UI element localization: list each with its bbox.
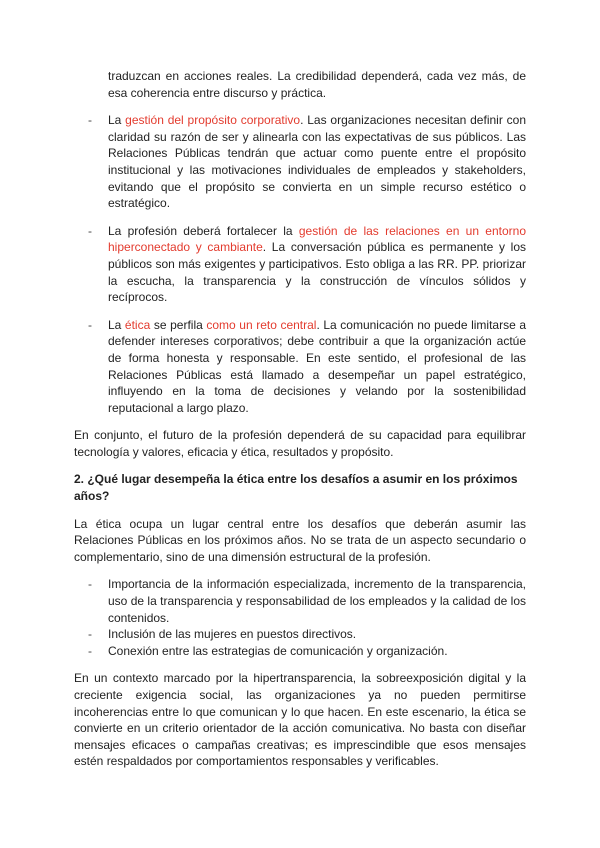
item-text: . La conversación pública es permanente y los públicos son más exigentes y participativos. Esto obliga a las RR. PP. priorizar la escucha, la transparencia y la construcción de vínculos sólidos y recíprocos. [108, 240, 526, 305]
item-text: La profesión deberá fortalecer la [108, 223, 299, 238]
bullet-dash: - [88, 627, 92, 642]
item-text: La [108, 317, 125, 332]
list-item [74, 576, 526, 626]
continuation-paragraph: traduzcan en acciones reales. La credibilidad dependerá, cada vez más, de esa coherencia entre discurso y práctica. [108, 69, 526, 100]
highlight-relations: gestión de las relaciones en un entorno hiperconectado y cambiante [108, 223, 526, 255]
list-item-ethics [74, 317, 526, 417]
item-text: Importancia de la información especializada, incremento de la transparencia, uso de la transparencia y responsabilidad de los empleados y la calidad de los contenidos. [108, 577, 526, 625]
bullet-dash: - [88, 317, 92, 332]
highlight-central-challenge: como un reto central [206, 317, 317, 332]
list-item-purpose [74, 112, 526, 212]
closing-paragraph: En un contexto marcado por la hipertransparencia, la sobreexposición digital y la creciente exigencia social, las organizaciones ya no pueden permitirse incoherencias entre lo que comunican y lo que hacen. En este escenario, la ética se convierte en un criterio orientador de la acción comunicativa. No basta con diseñar mensajes eficaces o campañas creativas; es imprescindible que esos mensajes estén respaldados por comportamientos responsables y verificables. [74, 671, 526, 769]
bullet-dash: - [88, 223, 92, 238]
highlight-purpose: gestión del propósito corporativo [125, 113, 301, 128]
factors-list [74, 576, 526, 659]
item-text: La [108, 113, 126, 128]
item-text: . Las organizaciones necesitan definir con claridad su razón de ser y alinearla con las expectativas de sus públicos. Las Relaciones Públicas tendrán que actuar como puente entre el propósito institucional y las motivaciones individuales de empleados y stakeholders, evitando que el propósito se convierta en un simple recurso estético o estratégico. [108, 113, 526, 211]
summary-paragraph: En conjunto, el futuro de la profesión dependerá de su capacidad para equilibrar tecnología y valores, eficacia y ética, resultados y propósito. [74, 428, 526, 459]
intro-paragraph: La ética ocupa un lugar central entre los desafíos que deberán asumir las Relaciones Públicas en los próximos años. No se trata de un aspecto secundario o complementario, sino de una dimensión estructural de la profesión. [74, 516, 526, 564]
list-item [74, 643, 526, 660]
item-text: se perfila [150, 317, 207, 332]
list-item-relations [74, 223, 526, 306]
bullet-dash: - [88, 577, 92, 592]
document-body [74, 68, 526, 770]
item-text: Conexión entre las estrategias de comunicación y organización. [108, 643, 448, 658]
bullet-dash: - [88, 643, 92, 658]
item-text: Inclusión de las mujeres en puestos directivos. [108, 627, 357, 642]
bullet-dash: - [88, 113, 92, 128]
challenges-list [74, 112, 526, 416]
list-item [74, 626, 526, 643]
item-text: . La comunicación no puede limitarse a defender intereses corporativos; debe contribuir a que la organización actúe de forma honesta y responsable. En este sentido, el profesional de las Relaciones Públicas está llamado a desempeñar un papel estratégico, influyendo en la toma de decisiones y velando por la sostenibilidad reputacional a largo plazo. [108, 317, 527, 415]
highlight-ethics: ética [124, 317, 151, 332]
section-heading: 2. ¿Qué lugar desempeña la ética entre los desafíos a asumir en los próximos años? [74, 472, 518, 504]
